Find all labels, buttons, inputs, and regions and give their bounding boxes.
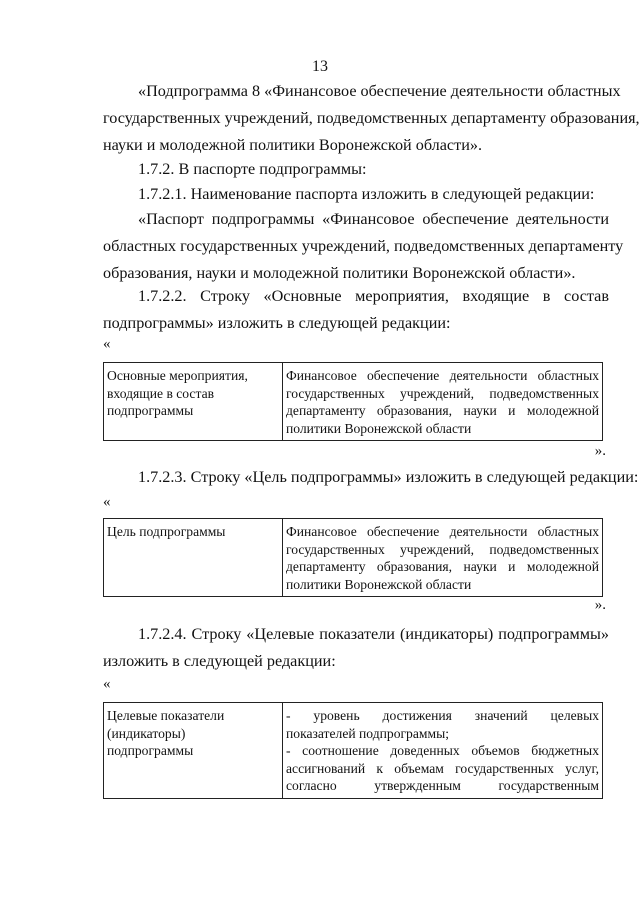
opening-quote: « xyxy=(103,494,111,510)
cell-line: политики Воронежской области xyxy=(286,420,472,436)
paragraph-main-activities xyxy=(103,283,609,337)
paragraph-indicators xyxy=(103,621,609,675)
text-line: изложить в следующей редакции: xyxy=(103,652,336,670)
table-row xyxy=(104,519,603,597)
table-row xyxy=(104,703,603,799)
paragraph-goal xyxy=(103,464,639,491)
cell-line: показателей подпрограммы; xyxy=(286,725,450,741)
cell-line: (индикаторы) xyxy=(107,725,186,741)
cell-line: Цель подпрограммы xyxy=(107,524,226,539)
page-number: 13 xyxy=(312,58,328,75)
table-row xyxy=(104,363,603,441)
table-cell-label xyxy=(104,363,283,441)
text-line: государственных учреждений, подведомственных департаменту образования, xyxy=(103,109,640,127)
table-cell-label xyxy=(104,519,283,597)
cell-line: Финансовое обеспечение деятельности областных xyxy=(286,524,599,539)
opening-quote: « xyxy=(103,676,111,692)
opening-quote: « xyxy=(103,336,111,352)
cell-line: - уровень достижения значений целевых xyxy=(286,708,599,723)
cell-line: государственных учреждений, подведомственных xyxy=(286,541,599,557)
paragraph-passport xyxy=(103,156,609,183)
paragraph-subprogram-title xyxy=(103,78,640,159)
cell-line: государственных учреждений, подведомственных xyxy=(286,385,599,401)
closing-quote: ». xyxy=(594,443,606,459)
cell-line: подпрограммы xyxy=(107,403,194,418)
cell-line: подпрограммы xyxy=(107,743,194,758)
text-line: 1.7.2. В паспорте подпрограммы: xyxy=(138,160,367,178)
paragraph-passport-quote xyxy=(103,206,624,287)
cell-line: Финансовое обеспечение деятельности областных xyxy=(286,368,599,383)
text-line: 1.7.2.3. Строку «Цель подпрограммы» изложить в следующей редакции: xyxy=(138,468,639,486)
cell-line: входящие в состав xyxy=(107,385,215,401)
paragraph-passport-name xyxy=(103,181,609,208)
table-goal xyxy=(103,518,603,597)
text-line: 1.7.2.2. Строку «Основные мероприятия, входящие в состав xyxy=(138,287,609,305)
closing-quote: ». xyxy=(594,597,606,613)
text-line: «Подпрограмма 8 «Финансовое обеспечение деятельности областных xyxy=(138,82,621,100)
text-line: подпрограммы» изложить в следующей редакции: xyxy=(103,314,451,332)
cell-line: департаменту образования, науки и молодежной xyxy=(286,403,599,418)
table-main-activities xyxy=(103,362,603,441)
table-cell-value xyxy=(283,363,603,441)
cell-line: департаменту образования, науки и молодежной xyxy=(286,559,599,574)
text-line: 1.7.2.4. Строку «Целевые показатели (индикаторы) подпрограммы» xyxy=(138,625,609,643)
text-line: 1.7.2.1. Наименование паспорта изложить в следующей редакции: xyxy=(138,185,595,203)
text-line: науки и молодежной политики Воронежской области». xyxy=(103,136,482,154)
text-line: образования, науки и молодежной политики Воронежской области». xyxy=(103,264,576,282)
cell-line: - соотношение доведенных объемов бюджетных xyxy=(286,743,599,758)
cell-line: ассигнований к объемам государственных услуг, xyxy=(286,760,599,776)
text-line: «Паспорт подпрограммы «Финансовое обеспечение деятельности xyxy=(138,210,609,228)
cell-line: согласно утвержденным государственным xyxy=(286,778,599,793)
cell-line: Основные мероприятия, xyxy=(107,368,248,383)
table-indicators xyxy=(103,702,603,799)
cell-line: Целевые показатели xyxy=(107,708,225,723)
cell-line: политики Воронежской области xyxy=(286,576,472,592)
table-cell-value xyxy=(283,519,603,597)
text-line: областных государственных учреждений, подведомственных департаменту xyxy=(103,237,624,255)
table-cell-label xyxy=(104,703,283,799)
table-cell-value xyxy=(283,703,603,799)
